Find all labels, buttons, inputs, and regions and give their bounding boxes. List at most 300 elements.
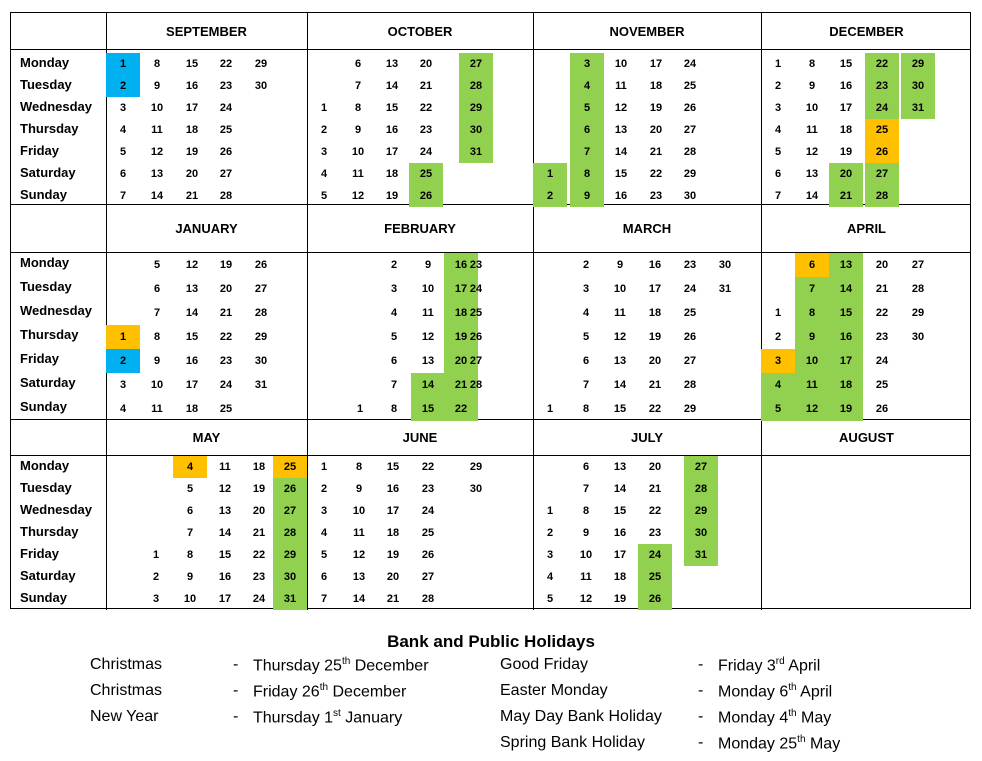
date-cell: 22 <box>421 461 435 473</box>
holiday-date: Thursday 25th December <box>253 656 429 675</box>
date-cell: 13 <box>613 461 627 473</box>
date-cell: 3 <box>774 102 782 114</box>
date-cell: 2 <box>774 331 782 343</box>
date-cell: 4 <box>119 124 127 136</box>
month-header: JULY <box>630 429 664 445</box>
date-cell: 30 <box>469 483 483 495</box>
month-header: SEPTEMBER <box>166 23 247 39</box>
date-cell: 15 <box>839 58 853 70</box>
month-header: NOVEMBER <box>609 23 685 39</box>
date-cell: 29 <box>459 97 493 119</box>
date-cell: 18 <box>648 307 662 319</box>
date-cell: 17 <box>185 102 199 114</box>
date-cell: 1 <box>320 461 328 473</box>
date-cell: 6 <box>390 355 398 367</box>
date-cell: 31 <box>684 544 718 566</box>
date-cell: 21 <box>444 373 478 397</box>
date-cell: 20 <box>419 58 433 70</box>
date-cell: 10 <box>805 102 819 114</box>
date-cell: 24 <box>219 379 233 391</box>
date-cell: 21 <box>829 185 863 207</box>
date-cell: 2 <box>320 124 328 136</box>
holiday-date: Monday 6th April <box>718 682 833 701</box>
weekday-label: Tuesday <box>20 480 72 495</box>
holiday-date: Friday 26th December <box>253 682 407 701</box>
weekday-label: Sunday <box>20 187 67 202</box>
date-cell: 17 <box>385 146 399 158</box>
date-cell: 19 <box>385 190 399 202</box>
date-cell: 22 <box>252 549 266 561</box>
weekday-label: Wednesday <box>20 303 93 318</box>
date-cell: 25 <box>273 456 307 478</box>
date-cell: 20 <box>649 124 663 136</box>
holiday-name: Good Friday <box>500 656 589 673</box>
date-cell: 9 <box>355 483 363 495</box>
date-cell: 16 <box>185 80 199 92</box>
date-cell: 7 <box>354 80 362 92</box>
date-cell: 23 <box>219 80 233 92</box>
date-cell: 28 <box>459 75 493 97</box>
date-cell: 10 <box>150 379 164 391</box>
date-cell: 16 <box>839 80 853 92</box>
date-cell: 14 <box>411 373 445 397</box>
date-cell: 6 <box>119 168 127 180</box>
date-cell: 3 <box>119 102 127 114</box>
weekday-label: Monday <box>20 55 70 70</box>
date-cell: 20 <box>875 259 889 271</box>
date-cell: 23 <box>469 259 483 271</box>
date-cell: 1 <box>774 58 782 70</box>
date-cell: 19 <box>252 483 266 495</box>
date-cell: 10 <box>352 505 366 517</box>
date-cell: 19 <box>219 259 233 271</box>
date-cell: 2 <box>582 259 590 271</box>
date-cell: 29 <box>254 58 268 70</box>
date-cell: 7 <box>390 379 398 391</box>
date-cell: 15 <box>385 102 399 114</box>
date-cell: 10 <box>183 593 197 605</box>
date-cell: 26 <box>683 102 697 114</box>
date-cell: 10 <box>579 549 593 561</box>
weekday-label: Wednesday <box>20 502 93 517</box>
date-cell: 3 <box>152 593 160 605</box>
date-cell: 8 <box>582 403 590 415</box>
holiday-dash: - <box>698 682 704 699</box>
date-cell: 27 <box>865 163 899 185</box>
date-cell: 17 <box>386 505 400 517</box>
date-cell: 5 <box>119 146 127 158</box>
holiday-name: Easter Monday <box>500 682 608 699</box>
date-cell: 13 <box>421 355 435 367</box>
date-cell: 12 <box>795 397 829 421</box>
date-cell: 23 <box>421 483 435 495</box>
date-cell: 3 <box>320 146 328 158</box>
date-cell: 10 <box>150 102 164 114</box>
date-cell: 17 <box>648 283 662 295</box>
date-cell: 21 <box>185 190 199 202</box>
date-cell: 24 <box>875 355 889 367</box>
date-cell: 5 <box>774 146 782 158</box>
date-cell: 18 <box>839 124 853 136</box>
date-cell: 2 <box>774 80 782 92</box>
holiday-name: Christmas <box>90 656 163 673</box>
date-cell: 19 <box>649 102 663 114</box>
date-cell: 15 <box>829 301 863 325</box>
header-divider <box>11 49 970 50</box>
date-cell: 27 <box>254 283 268 295</box>
date-cell: 11 <box>151 403 163 415</box>
month-header: FEBRUARY <box>384 220 456 236</box>
date-cell: 29 <box>684 500 718 522</box>
date-cell: 14 <box>150 190 164 202</box>
weekday-label: Wednesday <box>20 99 93 114</box>
date-cell: 16 <box>829 325 863 349</box>
date-cell: 11 <box>219 461 231 473</box>
date-cell: 25 <box>409 163 443 185</box>
date-cell: 11 <box>806 124 818 136</box>
date-cell: 8 <box>795 301 829 325</box>
holiday-dash: - <box>233 682 239 699</box>
month-header: MARCH <box>622 220 672 236</box>
weekday-label: Thursday <box>20 524 79 539</box>
weekday-label: Tuesday <box>20 279 72 294</box>
date-cell: 15 <box>218 549 232 561</box>
date-cell: 2 <box>390 259 398 271</box>
date-cell: 19 <box>839 146 853 158</box>
date-cell: 23 <box>865 75 899 97</box>
date-cell: 7 <box>795 277 829 301</box>
date-cell: 12 <box>185 259 199 271</box>
holiday-dash: - <box>698 708 704 725</box>
date-cell: 14 <box>185 307 199 319</box>
date-cell: 8 <box>570 163 604 185</box>
date-cell: 14 <box>613 379 627 391</box>
weekday-label: Saturday <box>20 165 76 180</box>
date-cell: 29 <box>911 307 925 319</box>
date-cell: 21 <box>419 80 433 92</box>
date-cell: 9 <box>424 259 432 271</box>
date-cell: 6 <box>570 119 604 141</box>
date-cell: 8 <box>186 549 194 561</box>
date-cell: 26 <box>865 141 899 163</box>
date-cell: 22 <box>875 307 889 319</box>
weekday-label: Thursday <box>20 121 79 136</box>
date-cell: 26 <box>421 549 435 561</box>
weekday-label: Friday <box>20 546 60 561</box>
holiday-date: Friday 3rd April <box>718 656 821 675</box>
date-cell: 4 <box>320 527 328 539</box>
date-cell: 9 <box>186 571 194 583</box>
date-cell: 13 <box>613 355 627 367</box>
date-cell: 9 <box>153 355 161 367</box>
date-cell: 16 <box>648 259 662 271</box>
date-cell: 20 <box>444 349 478 373</box>
date-cell: 23 <box>683 259 697 271</box>
date-cell: 8 <box>808 58 816 70</box>
date-cell: 21 <box>219 307 233 319</box>
date-cell: 10 <box>613 283 627 295</box>
date-cell: 6 <box>153 283 161 295</box>
date-cell: 22 <box>444 397 478 421</box>
date-cell: 8 <box>153 58 161 70</box>
weekday-label: Sunday <box>20 590 67 605</box>
date-cell: 21 <box>386 593 400 605</box>
date-cell: 10 <box>421 283 435 295</box>
date-cell: 13 <box>385 58 399 70</box>
column-divider <box>761 419 762 610</box>
date-cell: 11 <box>422 307 434 319</box>
date-cell: 9 <box>153 80 161 92</box>
date-cell: 29 <box>901 53 935 75</box>
date-cell: 13 <box>805 168 819 180</box>
date-cell: 15 <box>386 461 400 473</box>
date-cell: 12 <box>150 146 164 158</box>
date-cell: 15 <box>613 403 627 415</box>
date-cell: 4 <box>546 571 554 583</box>
date-cell: 27 <box>683 124 697 136</box>
date-cell: 20 <box>185 168 199 180</box>
date-cell: 19 <box>444 325 478 349</box>
date-cell: 13 <box>218 505 232 517</box>
date-cell: 18 <box>185 403 199 415</box>
holiday-name: Spring Bank Holiday <box>500 734 645 751</box>
date-cell: 13 <box>352 571 366 583</box>
date-cell: 30 <box>684 522 718 544</box>
holiday-date: Monday 25th May <box>718 734 841 753</box>
column-divider <box>106 419 107 610</box>
date-cell: 15 <box>185 58 199 70</box>
date-cell: 25 <box>469 307 483 319</box>
date-cell: 13 <box>829 253 863 277</box>
date-cell: 15 <box>411 397 445 421</box>
date-cell: 29 <box>683 168 697 180</box>
date-cell: 27 <box>459 53 493 75</box>
date-cell: 21 <box>252 527 266 539</box>
date-cell: 22 <box>648 403 662 415</box>
date-cell: 12 <box>218 483 232 495</box>
date-cell: 22 <box>219 58 233 70</box>
date-cell: 24 <box>683 58 697 70</box>
date-cell: 16 <box>385 124 399 136</box>
date-cell: 7 <box>320 593 328 605</box>
date-cell: 16 <box>386 483 400 495</box>
month-header: JUNE <box>402 429 438 445</box>
date-cell: 26 <box>254 259 268 271</box>
date-cell: 16 <box>613 527 627 539</box>
date-cell: 23 <box>252 571 266 583</box>
date-cell: 1 <box>546 505 554 517</box>
date-cell: 1 <box>320 102 328 114</box>
date-cell: 12 <box>613 331 627 343</box>
date-cell: 21 <box>648 379 662 391</box>
date-cell: 4 <box>774 124 782 136</box>
date-cell: 11 <box>151 124 163 136</box>
weekday-label: Friday <box>20 351 60 366</box>
date-cell: 5 <box>390 331 398 343</box>
date-cell: 9 <box>616 259 624 271</box>
date-cell: 7 <box>153 307 161 319</box>
date-cell: 27 <box>684 456 718 478</box>
date-cell: 22 <box>419 102 433 114</box>
date-cell: 30 <box>718 259 732 271</box>
date-cell: 6 <box>774 168 782 180</box>
date-cell: 3 <box>119 379 127 391</box>
date-cell: 15 <box>614 168 628 180</box>
weekday-label: Monday <box>20 255 70 270</box>
date-cell: 6 <box>582 355 590 367</box>
date-cell: 5 <box>320 549 328 561</box>
date-cell: 6 <box>320 571 328 583</box>
date-cell: 7 <box>570 141 604 163</box>
date-cell: 17 <box>649 58 663 70</box>
date-cell: 18 <box>185 124 199 136</box>
date-cell: 4 <box>570 75 604 97</box>
date-cell: 1 <box>356 403 364 415</box>
date-cell: 4 <box>761 373 795 397</box>
date-cell: 25 <box>219 403 233 415</box>
date-cell: 8 <box>354 102 362 114</box>
date-cell: 17 <box>829 349 863 373</box>
date-cell: 17 <box>613 549 627 561</box>
date-cell: 28 <box>683 146 697 158</box>
date-cell: 4 <box>320 168 328 180</box>
date-cell: 24 <box>219 102 233 114</box>
date-cell: 18 <box>649 80 663 92</box>
date-cell: 24 <box>421 505 435 517</box>
date-cell: 5 <box>153 259 161 271</box>
date-cell: 22 <box>649 168 663 180</box>
date-cell: 5 <box>761 397 795 421</box>
date-cell: 31 <box>254 379 268 391</box>
date-cell: 24 <box>865 97 899 119</box>
date-cell: 17 <box>839 102 853 114</box>
date-cell: 19 <box>829 397 863 421</box>
date-cell: 1 <box>106 53 140 75</box>
date-cell: 26 <box>273 478 307 500</box>
date-cell: 5 <box>570 97 604 119</box>
date-cell: 11 <box>614 307 626 319</box>
date-cell: 25 <box>865 119 899 141</box>
date-cell: 16 <box>218 571 232 583</box>
date-cell: 21 <box>649 146 663 158</box>
date-cell: 2 <box>546 527 554 539</box>
date-cell: 12 <box>805 146 819 158</box>
month-header: APRIL <box>847 220 886 236</box>
holiday-dash: - <box>233 656 239 673</box>
date-cell: 15 <box>185 331 199 343</box>
date-cell: 24 <box>252 593 266 605</box>
date-cell: 16 <box>185 355 199 367</box>
date-cell: 9 <box>582 527 590 539</box>
term-calendar <box>10 12 971 609</box>
date-cell: 29 <box>469 461 483 473</box>
date-cell: 27 <box>911 259 925 271</box>
date-cell: 27 <box>273 500 307 522</box>
holiday-date: Monday 4th May <box>718 708 832 727</box>
date-cell: 5 <box>582 331 590 343</box>
date-cell: 3 <box>570 53 604 75</box>
date-cell: 7 <box>774 190 782 202</box>
date-cell: 11 <box>795 373 829 397</box>
date-cell: 20 <box>252 505 266 517</box>
date-cell: 27 <box>469 355 483 367</box>
date-cell: 24 <box>638 544 672 566</box>
date-cell: 18 <box>386 527 400 539</box>
date-cell: 5 <box>546 593 554 605</box>
date-cell: 11 <box>615 80 627 92</box>
date-cell: 7 <box>582 483 590 495</box>
date-cell: 28 <box>684 478 718 500</box>
date-cell: 2 <box>106 75 140 97</box>
date-cell: 7 <box>186 527 194 539</box>
date-cell: 18 <box>829 373 863 397</box>
date-cell: 31 <box>901 97 935 119</box>
date-cell: 20 <box>648 355 662 367</box>
date-cell: 14 <box>218 527 232 539</box>
date-cell: 20 <box>829 163 863 185</box>
date-cell: 30 <box>911 331 925 343</box>
date-cell: 25 <box>638 566 672 588</box>
date-cell: 11 <box>353 527 365 539</box>
date-cell: 24 <box>683 283 697 295</box>
date-cell: 2 <box>320 483 328 495</box>
holiday-name: Christmas <box>90 682 163 699</box>
date-cell: 16 <box>614 190 628 202</box>
date-cell: 28 <box>273 522 307 544</box>
date-cell: 13 <box>185 283 199 295</box>
date-cell: 14 <box>829 277 863 301</box>
date-cell: 23 <box>419 124 433 136</box>
date-cell: 6 <box>795 253 829 277</box>
date-cell: 24 <box>419 146 433 158</box>
weekday-label: Sunday <box>20 399 67 414</box>
date-cell: 23 <box>219 355 233 367</box>
date-cell: 31 <box>459 141 493 163</box>
date-cell: 6 <box>186 505 194 517</box>
date-cell: 27 <box>219 168 233 180</box>
date-cell: 30 <box>273 566 307 588</box>
holiday-name: New Year <box>90 708 159 725</box>
date-cell: 14 <box>805 190 819 202</box>
date-cell: 25 <box>683 80 697 92</box>
date-cell: 30 <box>683 190 697 202</box>
date-cell: 9 <box>808 80 816 92</box>
date-cell: 5 <box>186 483 194 495</box>
date-cell: 25 <box>421 527 435 539</box>
date-cell: 25 <box>683 307 697 319</box>
date-cell: 4 <box>119 403 127 415</box>
date-cell: 9 <box>570 185 604 207</box>
date-cell: 30 <box>254 80 268 92</box>
weekday-label: Saturday <box>20 375 76 390</box>
date-cell: 9 <box>354 124 362 136</box>
date-cell: 31 <box>718 283 732 295</box>
date-cell: 6 <box>582 461 590 473</box>
date-cell: 24 <box>469 283 483 295</box>
date-cell: 1 <box>106 325 140 349</box>
date-cell: 8 <box>153 331 161 343</box>
holiday-dash: - <box>233 708 239 725</box>
date-cell: 13 <box>150 168 164 180</box>
date-cell: 3 <box>546 549 554 561</box>
date-cell: 23 <box>875 331 889 343</box>
date-cell: 15 <box>613 505 627 517</box>
holiday-date: Thursday 1st January <box>253 708 403 727</box>
date-cell: 14 <box>352 593 366 605</box>
date-cell: 19 <box>613 593 627 605</box>
date-cell: 10 <box>795 349 829 373</box>
date-cell: 1 <box>152 549 160 561</box>
